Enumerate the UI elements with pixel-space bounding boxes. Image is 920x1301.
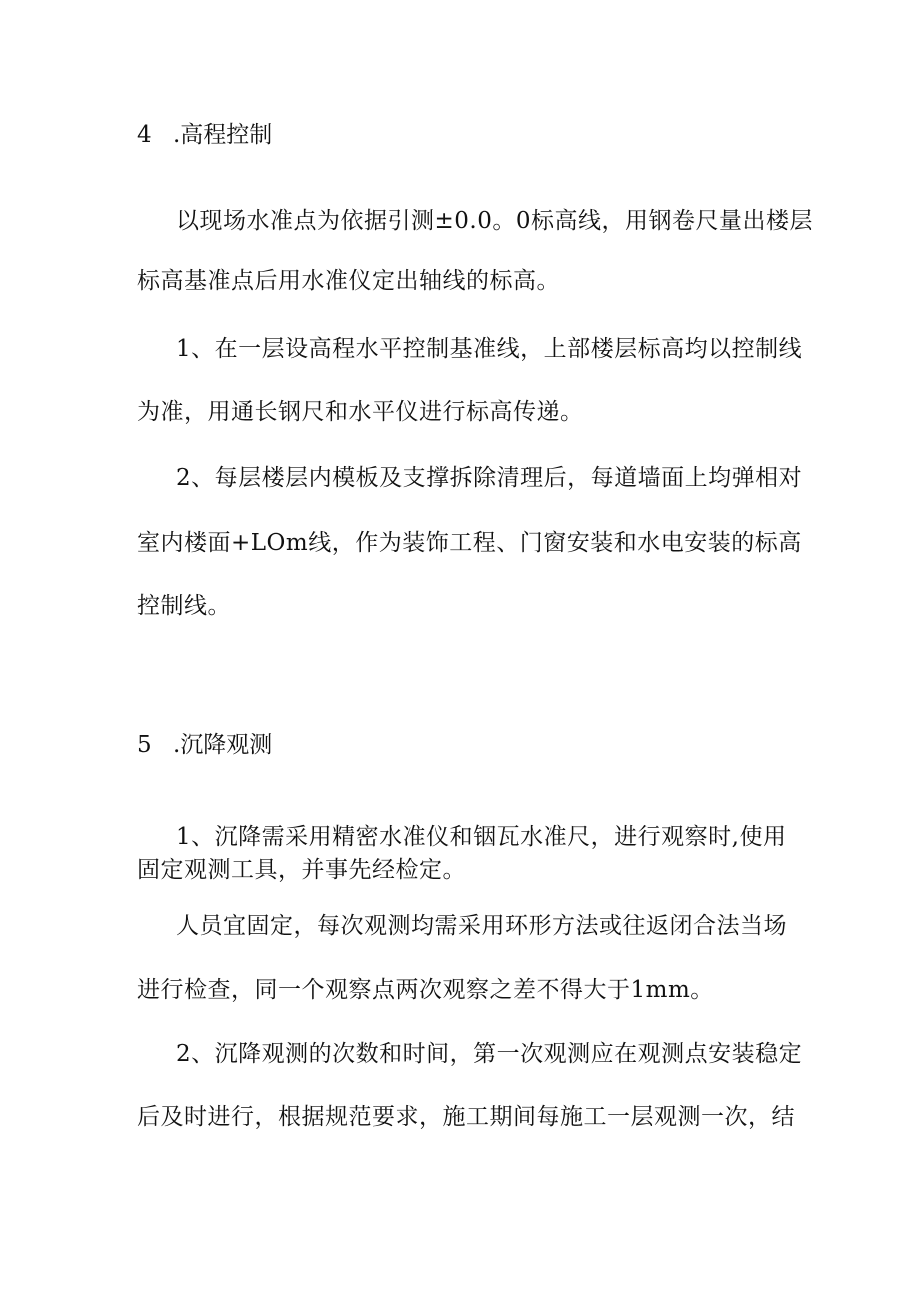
paragraph-line: 1、在一层设高程水平控制基准线，上部楼层标高均以控制线: [176, 336, 803, 362]
paragraph-line: 2、每层楼层内模板及支撑拆除清理后，每道墙面上均弹相对: [176, 465, 803, 491]
paragraph-line: 标高基准点后用水准仪定出轴线的标高。: [137, 268, 560, 294]
section-5-heading: [137, 730, 272, 760]
paragraph-line: 为准，用通长钢尺和水平仪进行标高传递。: [137, 399, 584, 425]
paragraph-line: 以现场水准点为依据引测±0.0。0标高线，用钢卷尺量出楼层: [176, 208, 813, 234]
section-number: 5: [137, 732, 152, 758]
paragraph-line: 1、沉降需采用精密水准仪和铟瓦水准尺，进行观察时,使用: [176, 824, 787, 850]
section-4-heading: [137, 120, 272, 150]
paragraph-line: 后及时进行，根据规范要求，施工期间每施工一层观测一次，结: [137, 1104, 795, 1130]
paragraph-line: 固定观测工具，并事先经检定。: [137, 857, 466, 883]
paragraph-line: 控制线。: [137, 593, 231, 619]
paragraph-line: 2、沉降观测的次数和时间，第一次观测应在观测点安装稳定: [176, 1041, 803, 1067]
section-number: 4: [137, 122, 152, 148]
section-title: .高程控制: [173, 122, 273, 148]
paragraph-line: 室内楼面+LOm线，作为装饰工程、门窗安装和水电安装的标高: [137, 530, 802, 556]
paragraph-line: 进行检查，同一个观察点两次观察之差不得大于1mm。: [137, 977, 714, 1003]
section-title: .沉降观测: [173, 732, 273, 758]
paragraph-line: 人员宜固定，每次观测均需采用环形方法或往返闭合法当场: [176, 913, 787, 939]
